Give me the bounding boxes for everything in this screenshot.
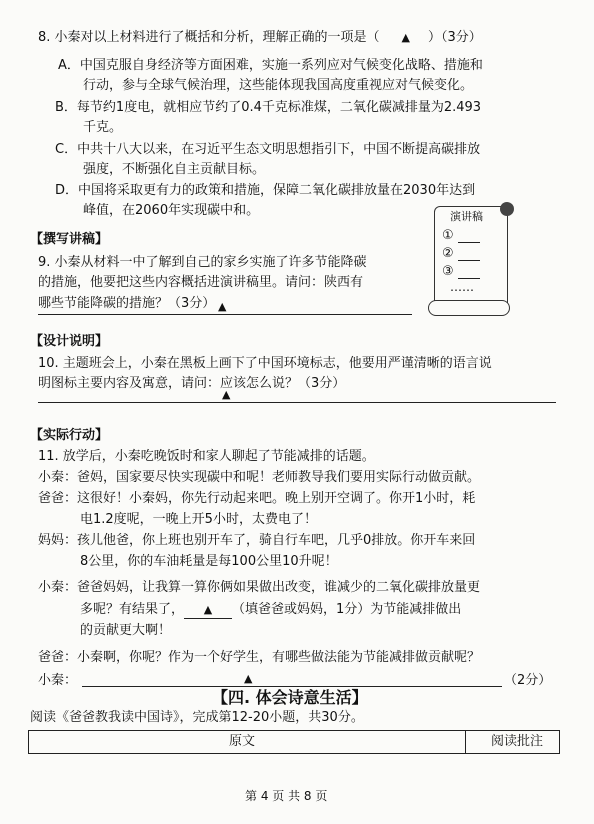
scroll-title: 演讲稿: [450, 210, 483, 223]
section-heading-design: 【设计说明】: [30, 334, 109, 349]
reading-instruction: 阅读《爸爸教我读中国诗》，完成第12-20小题，共30分。: [30, 710, 364, 725]
section-heading-action: 【实际行动】: [30, 428, 109, 443]
dialogue-dad-2: 爸爸：小秦啊，你呢？作为一个好学生，有哪些做法能为节能减排做贡献呢？: [38, 650, 481, 665]
q8-option-b-line1: B．每节约1度电，就相应节约了0.4千克标准煤，二氧化碳减排量为2.493: [55, 100, 482, 115]
q11-answer-line[interactable]: [82, 686, 502, 687]
q10-answer-line[interactable]: [38, 402, 556, 403]
dialogue-dad-1a: 爸爸：这很好！小秦妈，你先行动起来吧。晚上别开空调了。你开1小时，耗: [38, 491, 476, 506]
q11-score: （2分）: [504, 673, 552, 688]
seal-icon: [500, 202, 514, 216]
dialogue-xiaoqin-2a: 小秦：爸爸妈妈，让我算一算你俩如果做出改变，谁减少的二氧化碳排放量更: [38, 580, 481, 595]
q9-answer-mark: ▲: [218, 300, 227, 313]
dialogue-xiaoqin-2c: 的贡献更大啊！: [80, 623, 172, 638]
column-original-text: 原文: [229, 734, 256, 749]
q8-option-a-line2: 行动，参与全球气候治理，这些能体现我国高度重视应对气候变化。: [83, 78, 474, 93]
scroll-item-3: ③: [442, 264, 454, 279]
q10-line2: 明图标主要内容及寓意，请问：应该怎么说？（3分）: [38, 376, 346, 391]
q8-option-c-line1: C．中共十八大以来，在习近平生态文明思想指引下，中国不断提高碳排放: [55, 142, 481, 157]
section-heading-poetry: 【四. 体会诗意生活】: [212, 688, 368, 707]
q8-option-c-line2: 强度，不断强化自主贡献目标。: [83, 162, 266, 177]
q8-option-a-line1: A．中国克服自身经济等方面困难，实施一系列应对气候变化战略、措施和: [58, 58, 483, 73]
q11-stem: 11. 放学后，小秦吃晚饭时和家人聊起了节能减排的话题。: [38, 449, 375, 464]
dialogue-xiaoqin-3: 小秦：: [38, 673, 78, 688]
q10-answer-mark: ▲: [222, 388, 231, 401]
dialogue-mom-1b: 8公里，你的车油耗量是每100公里10升呢！: [80, 554, 338, 569]
q8-option-d-line1: D．中国将采取更有力的政策和措施，保障二氧化碳排放量在2030年达到: [55, 183, 476, 198]
q11-answer-mark: ▲: [244, 672, 253, 685]
speech-scroll-illustration: [428, 200, 512, 318]
q9-line2: 的措施，他要把这些内容概括进演讲稿里。请问：陕西有: [38, 275, 364, 290]
scroll-item-1: ①: [442, 228, 454, 243]
dialogue-dad-1b: 电1.2度呢，一晚上开5小时，太费电了！: [80, 512, 317, 527]
q9-answer-line[interactable]: [38, 314, 412, 315]
dialogue-xiaoqin-2b: 多呢？有结果了， ▲ （填爸爸或妈妈，1分）为节能减排做出: [80, 602, 462, 617]
reading-table-header: [28, 730, 560, 754]
q8-option-b-line2: 千克。: [83, 120, 123, 135]
column-annotations: 阅读批注: [491, 734, 544, 749]
q10-line1: 10. 主题班会上，小秦在黑板上画下了中国环境标志，他要用严谨清晰的语言说: [38, 356, 492, 371]
scroll-item-2: ②: [442, 246, 454, 261]
q9-line1: 9. 小秦从材料一中了解到自己的家乡实施了许多节能降碳: [38, 255, 367, 270]
q8-option-d-line2: 峰值，在2060年实现碳中和。: [83, 203, 260, 218]
section-heading-speech: 【撰写讲稿】: [30, 232, 109, 247]
answer-blank-mark: ▲: [401, 31, 411, 44]
scroll-ellipsis: ……: [450, 280, 474, 294]
page-number: 第 4 页 共 8 页: [245, 789, 328, 803]
dialogue-mom-1a: 妈妈：孩儿他爸，你上班也别开车了，骑自行车吧，几乎0排放。你开车来回: [38, 533, 476, 548]
fill-blank-parent[interactable]: ▲: [184, 602, 232, 619]
q8-stem: 8. 小秦对以上材料进行了概括和分析，理解正确的一项是（ ▲ ）（3分）: [38, 30, 482, 45]
q9-line3: 哪些节能降碳的措施？（3分）: [38, 296, 216, 311]
dialogue-xiaoqin-1: 小秦：爸妈，国家要尽快实现碳中和呢！老师教导我们要用实际行动做贡献。: [38, 470, 481, 485]
